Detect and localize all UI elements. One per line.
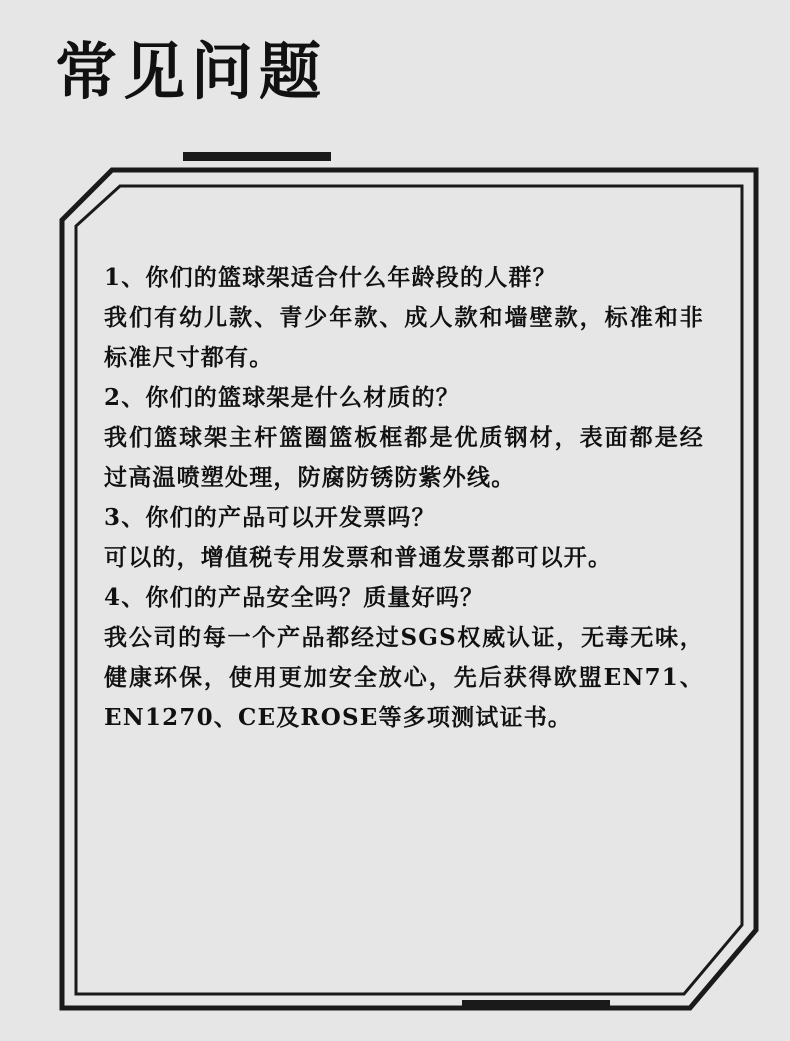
faq-list <box>104 258 704 738</box>
faq-question: 3、你们的产品可以开发票吗？ <box>104 504 436 531</box>
faq-answer: 我公司的每一个产品都经过SGS权威认证，无毒无味，健康环保，使用更加安全放心，先后获得欧盟EN71、EN1270、CE及ROSE等多项测试证书。 <box>104 624 704 731</box>
faq-answer: 我们有幼儿款、青少年款、成人款和墙壁款，标准和非标准尺寸都有。 <box>104 304 704 371</box>
list-item <box>104 378 704 498</box>
faq-question: 4、你们的产品安全吗？质量好吗？ <box>104 584 485 611</box>
faq-question: 1、你们的篮球架适合什么年龄段的人群？ <box>104 264 557 291</box>
faq-answer: 可以的，增值税专用发票和普通发票都可以开。 <box>104 544 613 571</box>
list-item <box>104 498 704 578</box>
page-title: 常见问题 <box>55 35 328 108</box>
list-item <box>104 258 704 378</box>
list-item <box>104 578 704 738</box>
faq-answer: 我们篮球架主杆篮圈篮板框都是优质钢材，表面都是经过高温喷塑处理，防腐防锈防紫外线。 <box>104 424 704 491</box>
faq-question: 2、你们的篮球架是什么材质的？ <box>104 384 461 411</box>
